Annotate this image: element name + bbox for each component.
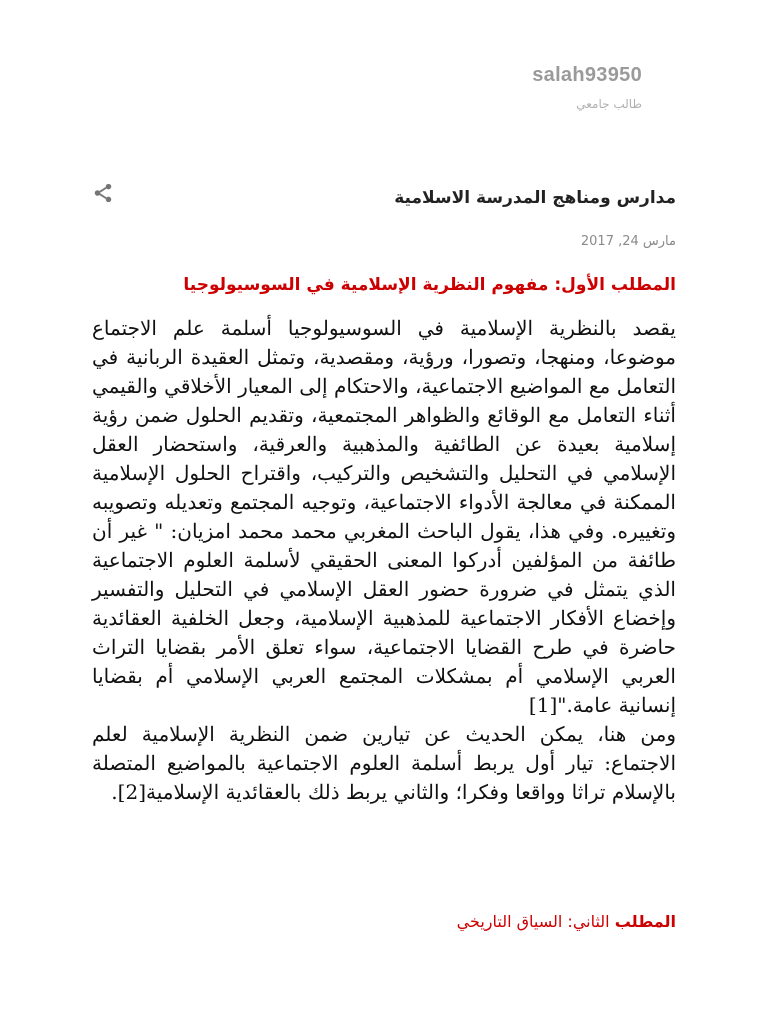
section-heading: المطلب الأول: مفهوم النظرية الإسلامية في السوسيولوجيا — [183, 275, 676, 295]
post-body — [92, 314, 676, 807]
paragraph: يقصد بالنظرية الإسلامية في السوسيولوجيا أسلمة علم الاجتماع موضوعا، ومنهجا، وتصورا، ورؤية، ومقصدية، وتمثل العقيدة الربانية في التعامل مع المواضيع الاجتماعية، والاحتكام إلى المعيار الأخلاقي والقيمي أثناء التعامل مع الوقائع والظواهر المجتمعية، وتقديم الحلول ضمن رؤية إسلامية بعيدة عن الطائفية والمذهبية والعرقية، واستحضار العقل الإسلامي في التحليل والتشخيص والتركيب، واقتراح الحلول الإسلامية الممكنة في معالجة الأدواء الاجتماعية، وتوجيه المجتمع وتعديله وتصويبه وتغييره. وفي هذا، يقول الباحث المغربي محمد محمد امزيان: " غير أن طائفة من المؤلفين أدركوا المعنى الحقيقي لأسلمة العلوم الاجتماعية الذي يتمثل في ضرورة حضور العقل الإسلامي في التحليل والتفسير وإخضاع الأفكار الاجتماعية للمذهبية الإسلامية، وجعل الخلفية العقائدية حاضرة في طرح القضايا الاجتماعية، سواء تعلق الأمر بقضايا التراث العربي الإسلامي أم بمشكلات المجتمع العربي الإسلامي أم بقضايا إنسانية عامة."[1] — [92, 316, 676, 717]
post-title: مدارس ومناهج المدرسة الاسلامية — [394, 188, 676, 208]
author-name[interactable]: salah93950 — [532, 64, 642, 86]
author-role: طالب جامعي — [576, 97, 642, 111]
post-date: مارس 24, 2017 — [580, 234, 676, 249]
subheading-bold: المطلب — [614, 912, 676, 931]
post-header — [92, 180, 676, 220]
subheading-rest: الثاني: السياق التاريخي — [456, 912, 615, 931]
author-block — [532, 64, 642, 111]
subheading — [457, 912, 676, 931]
share-icon[interactable] — [92, 182, 114, 204]
paragraph: ومن هنا، يمكن الحديث عن تيارين ضمن النظرية الإسلامية لعلم الاجتماع: تيار أول يربط أسلمة العلوم الاجتماعية بالمواضيع المتصلة بالإسلام تراثا وواقعا وفكرا؛ والثاني يربط ذلك بالعقائدية الإسلامية[2]. — [92, 722, 676, 804]
